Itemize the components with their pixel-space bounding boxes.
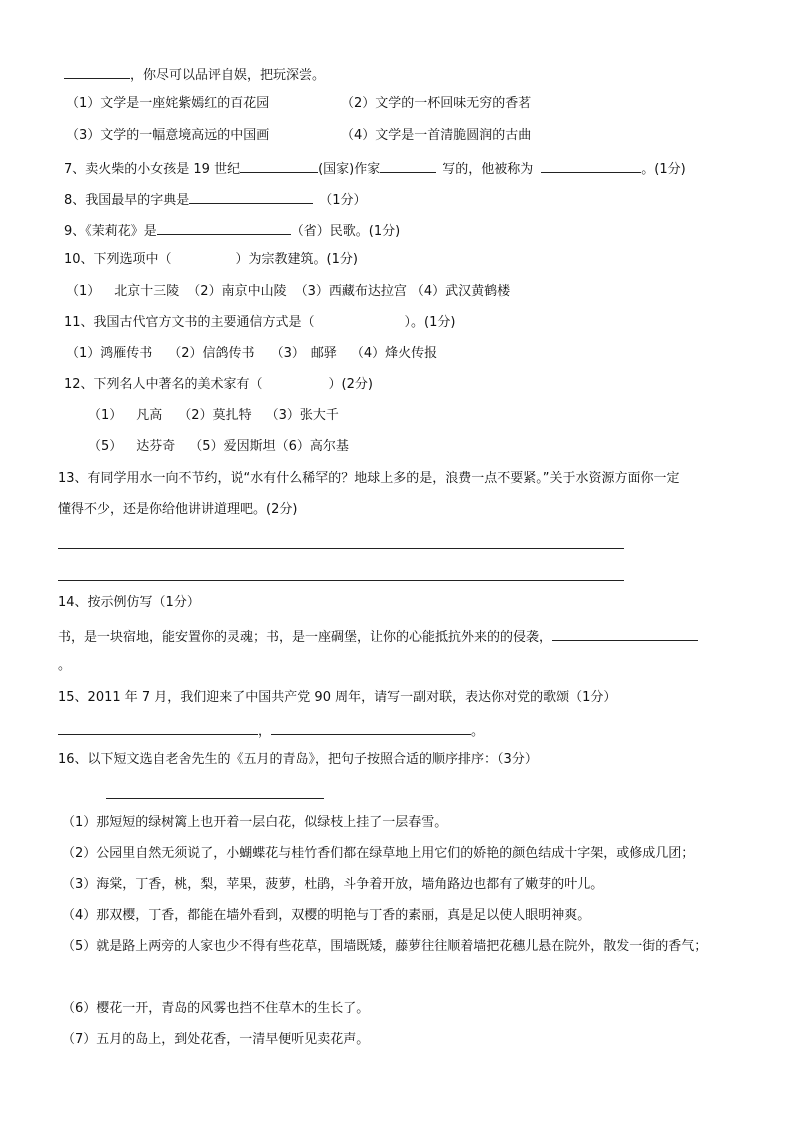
sentence-6: （6）樱花一开，青岛的风雾也挡不住草木的生长了。 — [62, 1001, 370, 1016]
sentence-5: （5）就是路上两旁的人家也少不得有些花草，围墙既矮，藤萝往往顺着墙把花穗儿悬在院外，散发一街的香气； — [62, 939, 708, 954]
question-15-couplet: ， 。 — [58, 720, 484, 741]
q6-option-4: （4）文学是一首清脆圆润的古曲 — [341, 128, 532, 143]
question-9: 9、《茉莉花》是 （省）民歌。(1分) — [64, 220, 400, 241]
answer-blank[interactable] — [380, 158, 436, 173]
answer-blank[interactable] — [189, 189, 313, 204]
answer-line[interactable] — [58, 580, 624, 581]
question-14-end: 。 — [58, 658, 72, 673]
sentence-2: （2）公园里自然无须说了，小蝴蝶花与桂竹香们都在绿草地上用它们的娇艳的颜色结成十字架，或修成几团； — [62, 846, 695, 861]
q12-options-row-2: （5） 达芬奇 （5）爱因斯坦（6）高尔基 — [88, 439, 349, 454]
q10-options: （1） 北京十三陵 （2）南京中山陵 （3）西藏布达拉宫 （4）武汉黄鹤楼 — [66, 284, 511, 299]
sentence-7: （7）五月的岛上，到处花香，一清早便听见卖花声。 — [62, 1032, 370, 1047]
sentence-1: （1）那短短的绿树篱上也开着一层白花，似绿枝上挂了一层春雪。 — [62, 815, 448, 830]
answer-blank[interactable] — [157, 220, 291, 235]
question-12: 12、下列名人中著名的美术家有（ ）(2分) — [64, 377, 373, 392]
text-line-intro: ，你尽可以品评自娱，把玩深尝。 — [64, 64, 325, 85]
question-11: 11、我国古代官方文书的主要通信方式是（ ）。(1分) — [64, 315, 456, 330]
question-13-line-2: 懂得不少，还是你给他讲讲道理吧。(2分) — [58, 502, 298, 517]
q6-option-3: （3）文学的一幅意境高远的中国画 — [66, 128, 270, 143]
q11-options: （1）鸿雁传书 （2）信鸽传书 （3） 邮驿 （4）烽火传报 — [66, 346, 438, 361]
question-10: 10、下列选项中（ ）为宗教建筑。(1分) — [64, 252, 358, 267]
answer-line[interactable] — [106, 798, 324, 799]
question-14: 14、按示例仿写（1分） — [58, 595, 200, 610]
question-16: 16、以下短文选自老舍先生的《五月的青岛》，把句子按照合适的顺序排序：（3分） — [58, 752, 538, 767]
q6-option-2: （2）文学的一杯回味无穷的香茗 — [341, 96, 532, 111]
answer-blank[interactable] — [64, 64, 130, 79]
q6-option-1: （1）文学是一座姹紫嫣红的百花园 — [66, 96, 270, 111]
question-15: 15、2011 年 7 月，我们迎来了中国共产党 90 周年，请写一副对联，表达你对党的歌颂（1分） — [58, 690, 617, 705]
sentence-4: （4）那双樱，丁香，都能在墙外看到，双樱的明艳与丁香的素丽，真是足以使人眼明神爽。 — [62, 908, 591, 923]
q12-options-row-1: （1） 凡高 （2）莫扎特 （3）张大千 — [88, 408, 339, 423]
answer-blank[interactable] — [58, 720, 258, 735]
question-8: 8、我国最早的字典是 （1分） — [64, 189, 367, 210]
question-13-line-1: 13、有同学用水一向不节约，说“水有什么稀罕的？地球上多的是，浪费一点不要紧。”关于水资源方面你一定 — [58, 471, 680, 486]
answer-blank[interactable] — [552, 626, 698, 641]
answer-blank[interactable] — [271, 720, 471, 735]
answer-blank[interactable] — [541, 158, 641, 173]
question-14-example: 书，是一块宿地，能安置你的灵魂；书，是一座碉堡，让你的心能抵抗外来的的侵袭， — [58, 626, 698, 647]
sentence-3: （3）海棠，丁香，桃，梨，苹果，菠萝，杜鹃，斗争着开放，墙角路边也都有了嫩芽的叶儿。 — [62, 877, 604, 892]
question-7: 7、卖火柴的小女孩是 19 世纪 (国家)作家 写的，他被称为 。(1分) — [64, 158, 686, 179]
answer-blank[interactable] — [240, 158, 318, 173]
answer-line[interactable] — [58, 548, 624, 549]
